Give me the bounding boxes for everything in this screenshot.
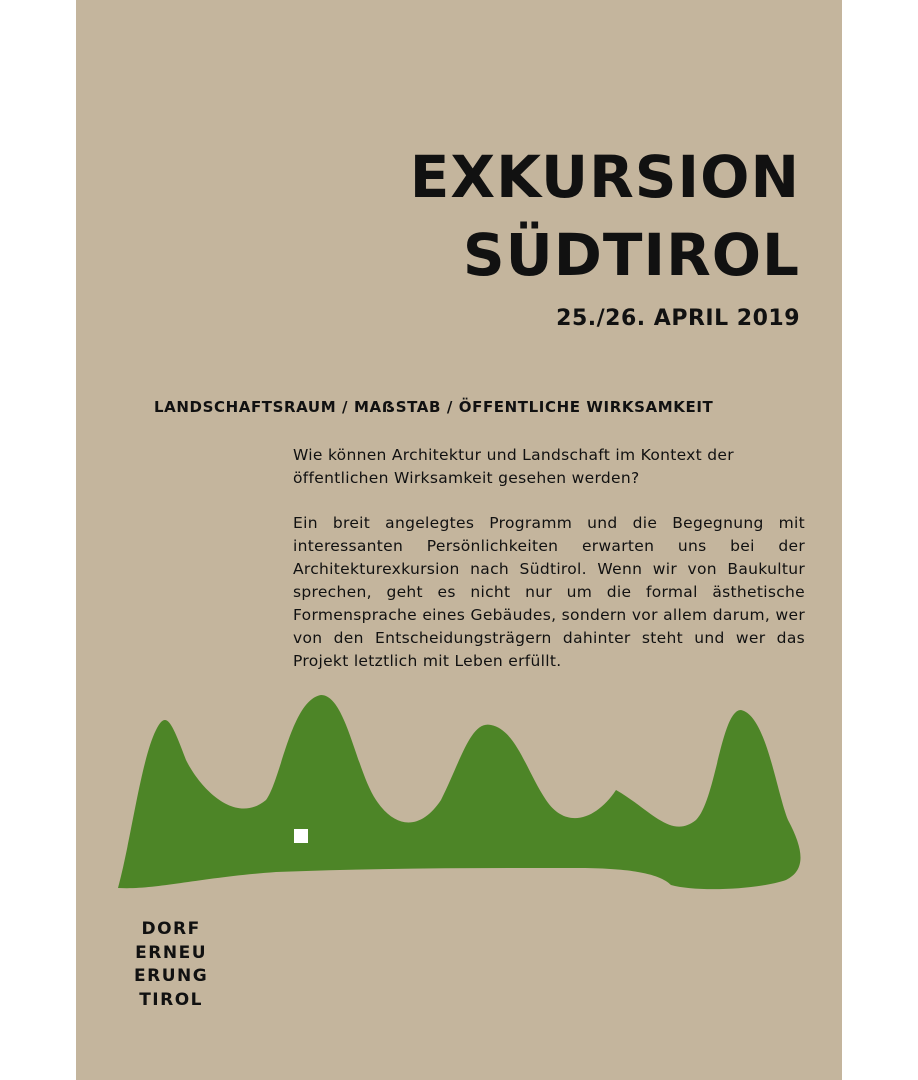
mountain-illustration — [76, 680, 842, 910]
poster — [76, 0, 842, 1080]
logo-line-2: ERNEU — [135, 942, 208, 963]
title-line-2: SÜDTIROL — [462, 221, 800, 289]
poster-title — [410, 138, 800, 294]
location-marker — [294, 829, 308, 843]
intro-question: Wie können Architektur und Landschaft im Kontext der öffentlichen Wirksamkeit gesehen werden? — [293, 446, 734, 487]
event-date: 25./26. APRIL 2019 — [556, 306, 800, 331]
title-line-1: EXKURSION — [409, 143, 800, 211]
keywords-line: LANDSCHAFTSRAUM / MAẞSTAB / ÖFFENTLICHE WIRKSAMKEIT — [154, 398, 714, 416]
mountain-shape — [118, 695, 801, 889]
description — [293, 444, 805, 673]
body-paragraph: Ein breit angelegtes Programm und die Begegnung mit interessanten Persönlichkeiten erwarten uns bei der Architekturexkursion nach Südtirol. Wenn wir von Baukultur sprechen, geht es nicht nur um die formal ästhetische Formensprache eines Gebäudes, sondern vor allem darum, wer von den Entscheidungsträgern dahinter steht und wer das Projekt letztlich mit Leben erfüllt. — [293, 514, 805, 670]
logo-line-3: ERUNG — [134, 966, 209, 986]
organization-logo — [134, 918, 208, 1012]
logo-line-4: TIROL — [139, 989, 203, 1010]
logo-line-1: DORF — [141, 919, 201, 939]
